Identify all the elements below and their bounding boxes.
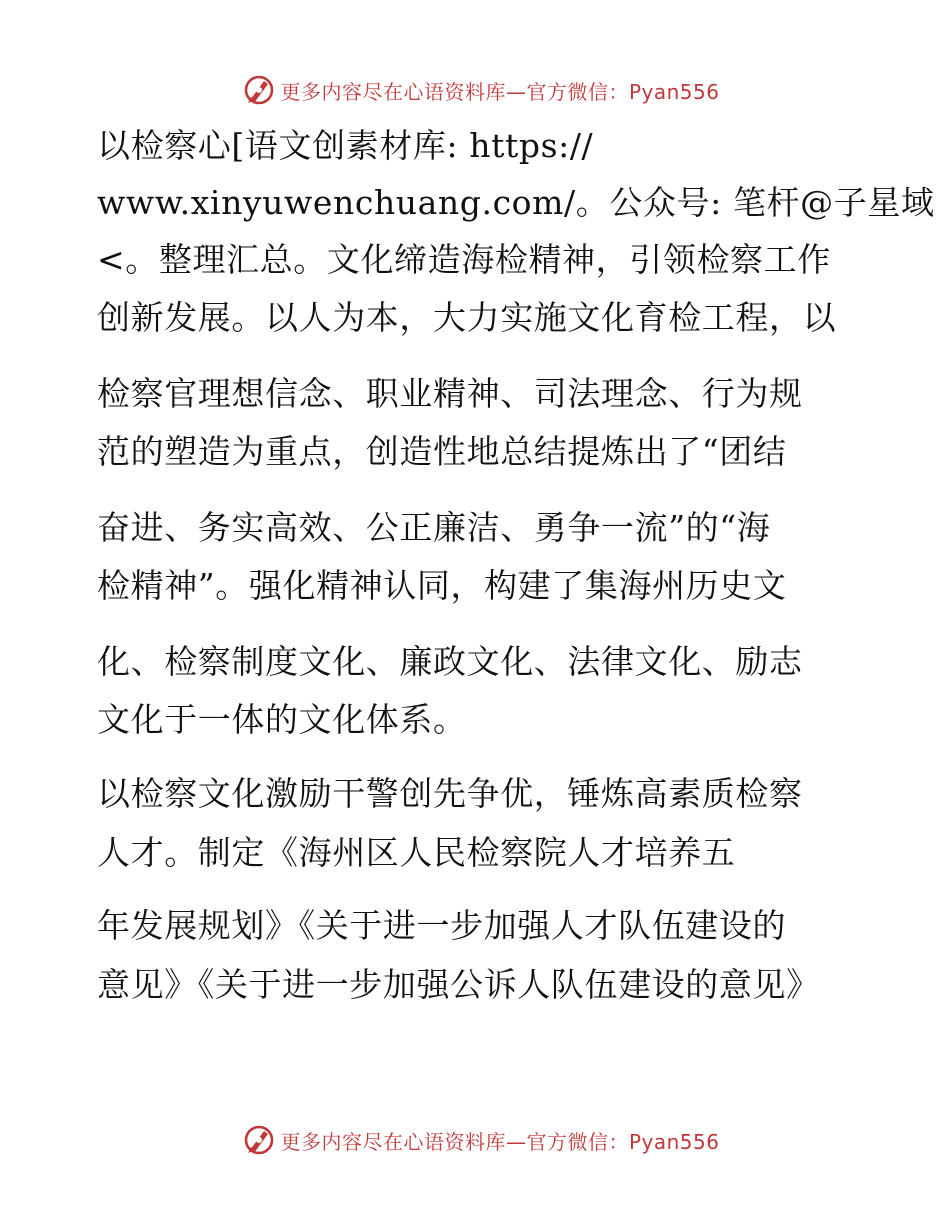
watermark-text: 更多内容尽在心语资料库—官方微信：Pyan556: [280, 79, 720, 104]
body-line: 以检察心[语文创素材库: https://: [97, 126, 594, 165]
body-line: 范的塑造为重点，创造性地总结提炼出了“团结: [97, 432, 787, 471]
body-line: 化、检察制度文化、廉政文化、法律文化、励志: [97, 642, 803, 681]
body-line: 意见》《关于进一步加强公诉人队伍建设的意见》: [97, 965, 820, 1004]
body-line: 奋进、务实高效、公正廉洁、勇争一流”的“海: [97, 508, 771, 547]
body-line: <。整理汇总。文化缔造海检精神，引领检察工作: [97, 240, 831, 279]
body-line: 人才。制定《海州区人民检察院人才培养五: [97, 833, 736, 872]
body-line: 年发展规划》《关于进一步加强人才队伍建设的: [97, 906, 787, 945]
body-line: 以检察文化激励干警创先争优，锤炼高素质检察: [97, 774, 803, 813]
pen-logo-icon: [242, 1123, 276, 1157]
body-line: 文化于一体的文化体系。: [97, 700, 467, 739]
body-line: 检精神”。强化精神认同，构建了集海州历史文: [97, 566, 787, 605]
footer-watermark-banner: [0, 1120, 950, 1160]
body-line: 检察官理想信念、职业精神、司法理念、行为规: [97, 374, 803, 413]
body-line: 创新发展。以人为本，大力实施文化育检工程，以: [97, 298, 837, 337]
header-watermark-banner: [0, 70, 950, 110]
watermark-text: 更多内容尽在心语资料库—官方微信：Pyan556: [280, 1129, 720, 1154]
body-line: www.xinyuwenchuang.com/。公众号: 笔杆@子星域: [97, 183, 935, 222]
pen-logo-icon: [242, 73, 276, 107]
